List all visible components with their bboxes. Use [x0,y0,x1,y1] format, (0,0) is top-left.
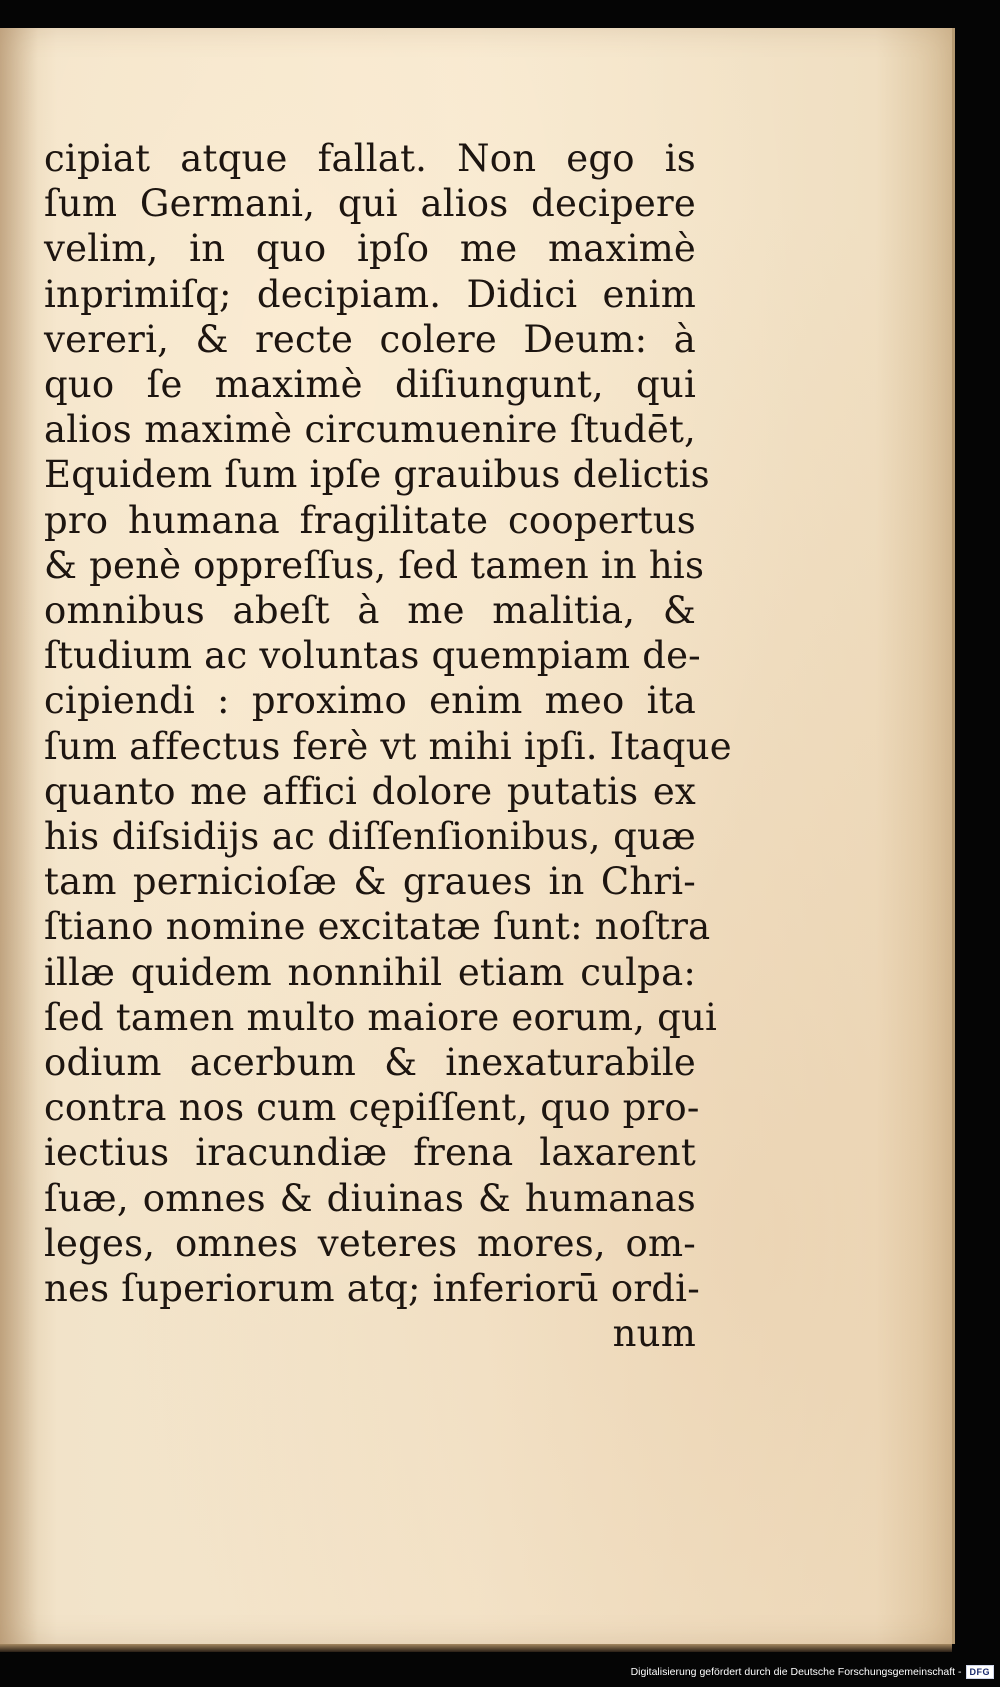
text-line: ſum affectus ferè vt mihi ipſi. Itaque [44,724,732,768]
text-line: contra nos cum cępiſſent, quo pro- [44,1086,700,1130]
text-line: cipiendi : proximo enim meo ita [44,679,696,723]
text-line: odium acerbum & inexaturabile [44,1041,696,1085]
text-line: & penè oppreſſus, ſed tamen in his [44,543,705,587]
text-line: pro humana fragilitate coopertus [44,498,696,542]
text-line: Equidem ſum ipſe grauibus delictis [44,453,710,497]
text-line: his diſsidijs ac diſſenſionibus, quæ [44,815,696,859]
text-line: cipiat atque fallat. Non ego is [44,137,696,180]
text-line: ſtudium ac voluntas quempiam de- [44,634,701,678]
text-line: illæ quidem nonnihil etiam culpa: [44,950,696,994]
text-line: omnibus abeſt à me malitia, & [44,589,696,633]
text-line: ſed tamen multo maiore eorum, qui [44,995,718,1039]
text-line: quo ſe maximè diſiungunt, qui [44,363,696,407]
page-gutter-shadow [0,28,38,1644]
text-line: velim, in quo ipſo me maximè [44,227,696,271]
text-line: iectius iracundiæ frena laxarent [44,1131,696,1175]
book-page [0,28,955,1644]
text-line: leges, omnes veteres mores, om- [44,1221,696,1265]
catchword: num [612,1312,696,1356]
text-line: vereri, & recte colere Deum: à [44,317,696,361]
text-line: ſuæ, omnes & diuinas & humanas [44,1176,696,1220]
digitization-credit [631,1661,994,1683]
text-line: ſum Germani, qui alios decipere [44,182,696,226]
text-line: quanto me affici dolore putatis ex [44,769,696,813]
text-line: nes ſuperiorum atq; inferiorū ordi- [44,1267,700,1311]
credit-text: Digitalisierung gefördert durch die Deutsche Forschungsgemeinschaft - [630,1666,962,1678]
page-bottom-edge [0,1644,952,1652]
text-line: alios maximè circumuenire ſtudēt, [44,408,696,452]
text-line: tam pernicioſæ & graues in Chri- [44,860,696,904]
dfg-logo-icon: DFG [966,1665,995,1679]
text-line: inprimiſq; decipiam. Didici enim [44,272,696,316]
body-text [44,136,732,1356]
text-line: ſtiano nomine excitatæ ſunt: noſtra [44,905,711,949]
